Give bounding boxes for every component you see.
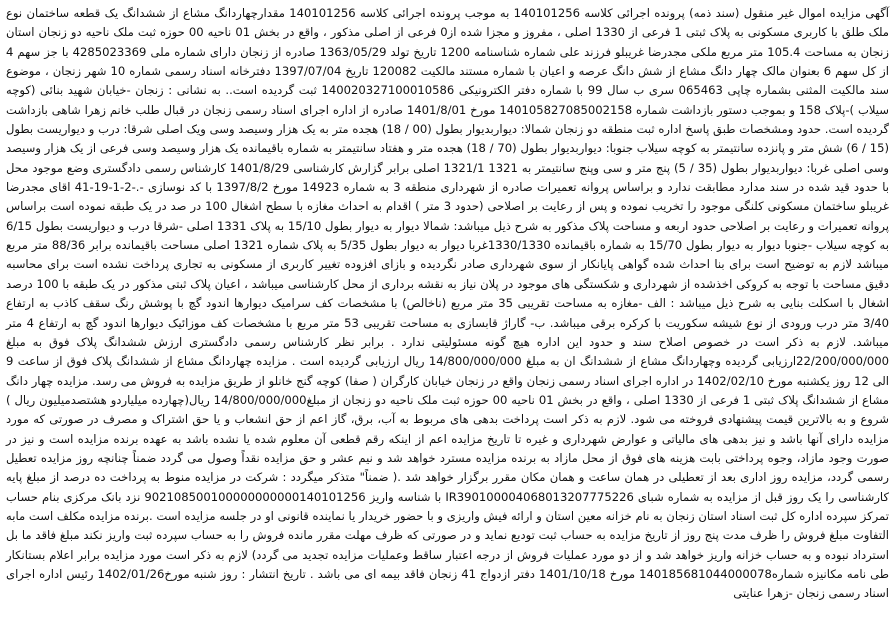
notice-line: وسیصد وسی فرعی از یک هزار وسیصد وسی اصلی غربا: دیواربدیوار بطول (35 / 5) پنج متر و سی وپنج سانتیمتر به 1321 1321/1 اصلی برابر گزارش کارشناسی 1401/8/29: [6, 141, 890, 175]
notice-line: پلاک شماره 1321 اصلی مساحت باقیمانده برابر 88/36 متر مربع میباشد لازم به توضیح است برای بنا احداث شده گواهی پایانکار از سوی شهرداری صادر نگردیده و بازای افزوده: [6, 238, 889, 272]
notice-line: تقریبی 53 متر مربع با مشخصات کف موزائیک دیوارها اندود گچ به ارتفاع 4 متر میباشد. لازم به ذکر است در خصوص اصلاح سند و حدود این اداره هیچ گونه مسئولیتی ندارد . برابر نظر: [6, 315, 889, 349]
notice-line: سهم 4 از کل سهم 6 بعنوان مالک چهار دانگ مشاع از شش دانگ عرصه و اعیان با شماره مستند مالکیت 120082 تاریخ 1397/07/04 دفترخانه اسناد رسمی شماره 10 شهر: [6, 44, 889, 79]
notice-line: زهرا شاهی بازداشت گردیده است. حدود ومشخصات طبق پاسخ اداره ثبت منطقه دو زنجان شمالا: دیواربدیوار بطول (00 / 18) هجده متر به یک هزار وسیصد وسی ویک اصلی: [6, 102, 889, 137]
notice-line: آگهی مزایده اموال غیر منقول (سند ذمه) پرونده اجرائی کلاسه 140101256 به موجب پرونده اجرائی کلاسه 140101256 مقدارچهاردانگ مشاع از ششدانگ یک قطعه ساختمان: [22, 6, 889, 20]
notice-line: صفا) کوچه گنج خانلو از طریق مزایده به فروش می رسد. مزایده چهار دانگ مشاع از ششدانگ پلاک ثبتی 1 فرعی از 1330 اصلی ، واقع در بخش 01 ناحیه 00 حوزه ثبت ملک ناحیه: [6, 373, 890, 407]
notice-line: کارشناس رسمی دادگستری ارزش ششدانگ پلاک فوق به مبلغ 22/200/000/000ارزیابی گردیده وچهاردانگ مشاع از ششدانگ ان به مبلغ 14/800/000/000 ریال ارزیابی: [6, 334, 889, 369]
notice-line: کارشناس رسمی دادگستری وضع موجود محل با حدود قید شده در سند مدارد مطابقت ندارد و براساس پروانه تعمیرات صادره از شهرداری منطقه 3 به شماره 14923 مورخ: [6, 160, 890, 195]
notice-line: محل کارشناسی میباشد ، اعیان پلاک ثبتی مذکور در یک طبقه با 100 درصد اشغال با اسکلت بنایی به شرح ذیل میباشد : الف -مغازه به مساحت تقریبی 35 متر مربع (ناخالص) با: [6, 276, 890, 311]
notice-line: 15/10 به پلاک 1331 اصلی -شرقا درب و دیواریست بطول 6/15 به کوچه سیلاب -جنوبا دیوار به دیوار بطول 15/70 به شماره باقیمانده 1330/1330غربا دیوار به دیوار بطول 5/35 به: [6, 218, 889, 253]
notice-line: استان زنجان به مساحت 105.4 متر مربع ملکی مجدرضا غریبلو فرزند علی شماره شناسنامه 1200 تاریخ تولد 1363/05/29 صادره از زنجان دارای شماره ملی 4285023369 با جز: [6, 25, 889, 59]
notice-line: شهید بنائی (کوچه سیلاب )-پلاک 158 و بموجب دستور بازداشت شماره 140105827085002158 مورخ 1401/8/01 صادره از اداره اجرای اسناد رسمی زنجان در قبال طلب خانم: [6, 83, 889, 117]
notice-line: خریدار یا نماینده قانونی او در جلسه مزایده است .برنده مزایده مکلف است مابه التفاوت مبلغ فروش را ظرف مدت پنج روز از تاریخ مزایده به حساب ثبت تودیع نماید و در صورتی که: [6, 508, 889, 543]
notice-line: ساقط وعملیات مزایده تجدید می گردد) لازم به ذکر است مورد مزایده برابر اعلام بستانکار طی نامه مکانیزه شماره140185681044000078 مورخ 1401/10/18 دفتر ازدواج 41 زنجان فاقد: [6, 547, 890, 581]
notice-line: نوع ملک طلق با کاربری مسکونی به پلاک ثبتی 1 فرعی از 1330 اصلی ، مفروز و مجزا شده از0 فرعی از اصلی مذکور ، واقع در بخش 01 ناحیه 00 حوزه ثبت ملک ناحیه دو زنجان: [6, 6, 890, 40]
notice-line: واریز 902108500100000000000140101256 نزد بانک مرکزی بنام حساب تمرکز سپرده اداره کل ثبت اسناد استان زنجان به نام خزانه معین استان و ارائه فیش واریزی و با حضور: [6, 489, 889, 523]
notice-line: مشخصات کف سرامیک دیوارها اندود گچ با پوشش رنگ سقف کاذب به ارتفاع 3/40 متر درب ورودی از نوع شیشه سکوریت با کرکره برقی میباشد. ب- گاراژ قابسازی به مساحت: [6, 296, 890, 330]
notice-line: دو زنجان از مبلغ14/800/000/000 ریال(چهارده میلیاردو هشتصدمیلیون ریال ) شروع و به بالاترین قیمت پیشنهادی فروخته می شود. لازم به ذکر است پرداخت بدهی های مربوط به: [6, 392, 889, 427]
notice-line: و نیم عشر و حق مزایده نقداً وصول می گردد ضمناً چنانچه روز مزایده تعطیل رسمی گردد، مزایده روز اداری بعد از تعطیلی در همان ساعت و همان مکان مقرر برگزار خواهد شد .(: [6, 450, 889, 485]
notice-line: شرقا: درب و دیواریست بطول (15 / 6) شش متر و پانزده سانتیمتر به کوچه سیلاب جنوبا: دیواربدیوار بطول (70 / 18) هجده متر و هفتاد سانتیمتر به شماره باقیمانده یک هزار: [6, 122, 890, 156]
notice-line: رقم قطعی آن معلوم شده یا نشده باشد به عهده برنده مزایده است و نیز در صورت وجود مازاد، وجوه پرداختی بابت هزینه های فوق از محل مازاد به برنده مزایده مسترد خواهد شد: [6, 431, 890, 465]
notice-line: زنجان ، موضوع سند مالکیت المثنی بشماره چاپی 065463 سری ب سال 99 با شماره دفتر الکترونیکی 140020327100010586 ثبت گردیده است.. به نشانی : زنجان -خیابان: [6, 64, 889, 98]
notice-line: ضمناً" متذکر میگردد : شرکت در مزایده منوط به پرداخت ده درصد از مبلغ پایه کارشناسی را یک روز قبل از مزایده به شماره شبای IR390100004068013207775226 با شناسه: [6, 470, 889, 504]
notice-line: سطح اشغال 100 در صد در یک طبقه نموده است براساس پروانه تعمیرات و رعایت بر اصلاحی حدود اربعه و مساحت پلاک مذکور به شرح ذیل میباشد: شمالا دیوار به دیوار بطول: [6, 199, 889, 233]
notice-line: 1397/8/2 با کد نوسازی -.-2-1-19-41 اقای مجدرضا غریبلو ساختمان مسکونی کلنگی موجود را تخریب نموده و پس از رعایت بر اصلاحی (حدود 3 متر ) اقدام به احداث مغازه با: [6, 180, 889, 214]
notice-line: بیمه ای می باشد . تاریخ انتشار : روز شنبه مورخ1402/01/26 رئیس اداره اجرای اسناد رسمی زنجان -زهرا عنایتی: [6, 566, 889, 601]
notice-line: ظرف مهلت مقرر مانده فروش را به حساب سپرده ثبت واریز نکند مبلغ فاقد ما بل استرداد نبوده و به حساب خزانه واریز خواهد شد و از دو مورد عملیات فروش از درجه اعتبار: [6, 528, 889, 562]
notice-line: تغییر کاربری از مسکونی به تجاری پرداخت نشده است برای محاسبه دقیق مساحت با توجه به کروکی اخذشده از شهرداری و شکستگی های موجود در پلان نیاز به نقشه برداری از: [6, 257, 889, 291]
notice-line: آب، برق، گاز اعم از حق انشعاب و یا حق اشتراک و مصرف در صورتی که مورد مزایده دارای آنها باشد و نیز بدهی های مالیاتی و عوارض شهرداری و غیره تا تاریخ مزایده اعم از اینکه: [6, 412, 889, 446]
notice-line: گردیده است . مزایده چهاردانگ مشاع از ششدانگ پلاک فوق از ساعت 9 الی 12 روز یکشنبه مورخ 1402/02/10 در اداره اجرای اسناد رسمی زنجان واقع در زنجان خیابان کارگران (: [6, 354, 890, 388]
